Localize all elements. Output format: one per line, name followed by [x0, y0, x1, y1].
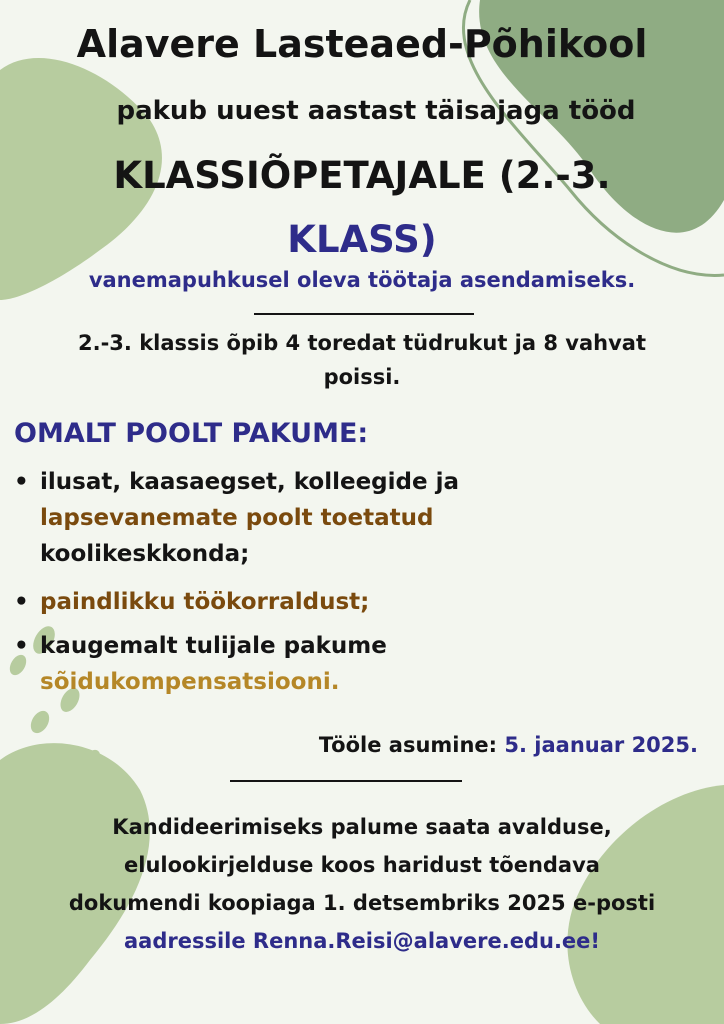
page-title: [0, 22, 724, 66]
title-text: Alavere Lasteaed-Põhikool: [76, 22, 648, 66]
offer-item-2: [14, 584, 369, 620]
bullet-icon: •: [14, 589, 29, 615]
offer-item-1: [14, 464, 459, 572]
offer-item-3: [14, 628, 387, 700]
application-line-1: Kandideerimiseks palume saata avalduse,: [112, 815, 612, 839]
bullet-icon: •: [14, 469, 29, 495]
divider-top: [254, 313, 474, 315]
application-line-3: dokumendi koopiaga 1. detsembriks 2025 e-posti: [68, 891, 656, 915]
application-info: [0, 808, 724, 960]
position-title: [0, 144, 724, 272]
application-line-4: aadressile Renna.Reisi@alavere.edu.ee!: [123, 929, 600, 953]
class-info-line-1: 2.-3. klassis õpib 4 toredat tüdrukut ja 8 vahvat: [78, 331, 646, 355]
position-line-1: KLASSIÕPETAJALE (2.-3.: [113, 154, 611, 197]
purpose-text: vanemapuhkusel oleva töötaja asendamiseks.: [88, 268, 636, 292]
application-line-2: elulookirjelduse koos haridust tõendava: [124, 853, 600, 877]
start-date: [319, 733, 698, 757]
subtitle: pakub uuest aastast täisajaga tööd: [116, 96, 636, 126]
bullet-icon: •: [14, 633, 29, 659]
offer-item-1-line-2: lapsevanemate poolt toetatud: [40, 505, 434, 531]
start-label: Tööle asumine:: [318, 733, 498, 757]
divider-bottom: [230, 780, 462, 782]
class-info: [0, 326, 724, 394]
offer-item-3-line-1: kaugemalt tulijale pakume: [40, 633, 387, 659]
start-date-value: 5. jaanuar 2025.: [504, 733, 698, 757]
offer-item-1-line-3: koolikeskkonda;: [40, 541, 250, 567]
class-info-line-2: poissi.: [323, 365, 401, 389]
offer-item-2-line-1: paindlikku töökorraldust;: [40, 589, 370, 615]
offer-item-3-line-2: sõidukompensatsiooni.: [40, 669, 340, 695]
offer-item-1-line-1: ilusat, kaasaegset, kolleegide ja: [40, 469, 459, 495]
position-line-2: KLASS): [287, 218, 437, 261]
offers-heading: OMALT POOLT PAKUME:: [14, 418, 369, 449]
